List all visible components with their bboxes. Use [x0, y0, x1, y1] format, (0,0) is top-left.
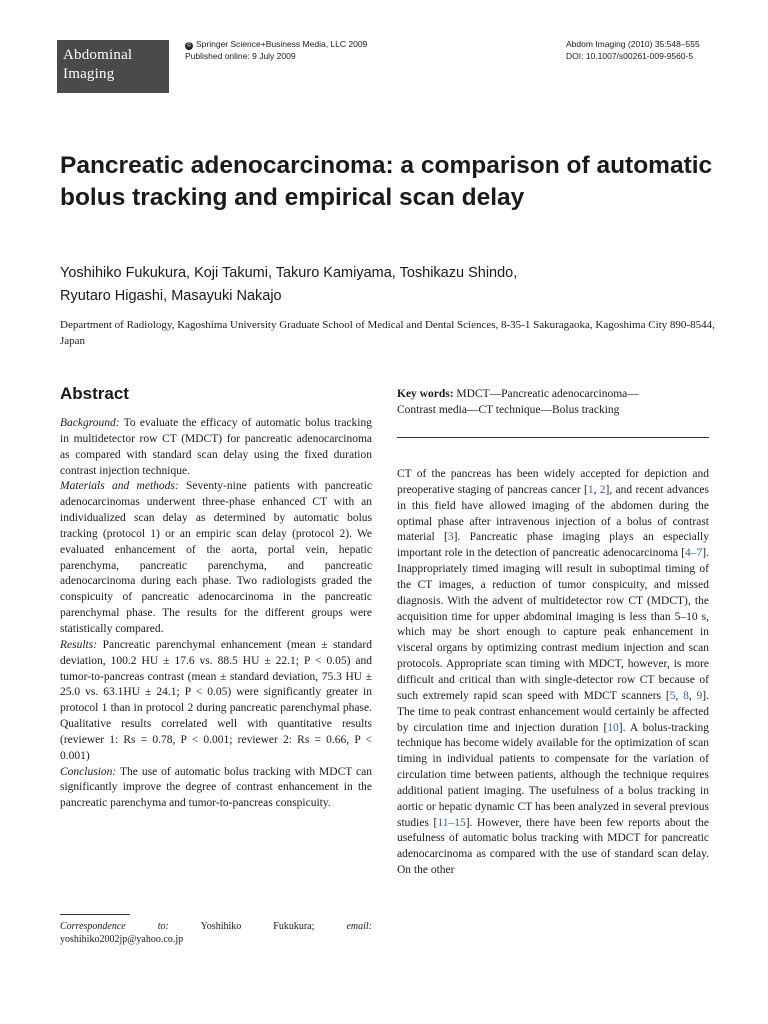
correspondence-name: Yoshihiko Fukukura; — [200, 921, 315, 932]
citation-info — [566, 39, 700, 62]
abstract-results — [60, 638, 372, 765]
conclusion-label: Conclusion: — [60, 765, 117, 778]
author-list — [60, 262, 740, 308]
copyright-icon: © — [186, 43, 192, 49]
body-text-segment: , — [688, 689, 697, 702]
reference-link[interactable]: 5 — [669, 689, 676, 702]
keywords-divider — [397, 437, 709, 438]
body-text-segment: ], and recent advances in this field have allowed imaging of the abdomen during the optimal phase after intravenous injection of a bolus of contrast material [ — [397, 483, 709, 544]
reference-link[interactable]: 3 — [447, 531, 454, 544]
reference-link[interactable]: 10 — [607, 721, 619, 734]
keywords — [397, 387, 677, 419]
introduction-text — [397, 467, 709, 879]
intro-paragraph — [397, 467, 709, 879]
body-text-segment: , — [675, 689, 684, 702]
journal-logo — [57, 40, 169, 93]
body-text-segment: ]. Pancreatic phase imaging plays an especially important role in the detection of pancreatic adenocarcinoma [ — [397, 531, 709, 560]
journal-logo-line2: Imaging — [63, 66, 115, 82]
footnote-divider — [60, 914, 130, 915]
results-label: Results: — [60, 638, 98, 651]
reference-link[interactable]: 11–15 — [437, 816, 466, 829]
abstract-heading: Abstract — [60, 384, 129, 403]
body-text-segment: CT of the pancreas has been widely accepted for depiction and preoperative staging of pancreas cancer [ — [397, 468, 709, 496]
background-label: Background: — [60, 417, 120, 429]
keywords-text: MDCT—Pancreatic adenocarcinoma—Contrast media—CT technique—Bolus tracking — [397, 388, 639, 416]
reference-link[interactable]: 2 — [599, 483, 606, 496]
body-text-segment: ]. The time to peak contrast enhancement would certainly be affected by circulation time and injection duration [ — [397, 689, 709, 734]
abstract-conclusion — [60, 765, 372, 813]
body-text-segment: ]. Inappropriately timed imaging will result in suboptimal timing of the CT images, a reduction of tumor conspicuity, and missed diagnosis. With the advent of multidetector row CT (MDCT), the acquisition time for upper abdominal imaging is less than 5–10 s, which may be short enough to capture peak enhancement in visceral organs by optimizing contrast medium injection and scan protocols. Appropriate scan timing with MDCT, however, is more difficult and critical than with single-detector row CT because of such extremely rapid scan speed with MDCT scanners [ — [397, 547, 709, 702]
conclusion-text: The use of automatic bolus tracking with MDCT can significantly improve the degree of contrast enhancement in the pancreatic parenchyma and tumor-to-pancreas conspicuity. — [60, 765, 372, 810]
body-text-segment: ]. A bolus-tracking technique has become widely available for the optimization of scan timing in individual patients to compensate for the variation of circulation time between patients, although the technique requires additional patient imaging. The usefulness of a bolus tracking in aortic or hepatic dynamic CT has been analyzed in several previous studies [ — [397, 721, 710, 829]
authors-line-2: Ryutaro Higashi, Masayuki Nakajo — [60, 288, 282, 304]
reference-link[interactable]: 1 — [587, 483, 594, 496]
abstract-body — [60, 416, 372, 812]
body-text-segment: , — [593, 483, 600, 496]
authors-line-1: Yoshihiko Fukukura, Koji Takumi, Takuro Kamiyama, Toshikazu Shindo, — [60, 265, 518, 281]
results-text: Pancreatic parenchymal enhancement (mean ± standard deviation, 100.2 HU ± 17.6 vs. 88.5 HU ± 22.1; P < 0.05) and tumor-to-pancreas contrast (mean ± standard deviation, 75.3 HU ± 25.0 vs. 63.1HU ± 24.1; P < 0.05) were significantly greater in protocol 1 than in protocol 2 during pancreatic parenchymal phase. Qualitative results correlated well with quantitative results (reviewer 1: Rs = 0.78, P < 0.001; reviewer 2: Rs = 0.66, P < 0.001) — [60, 638, 372, 762]
correspondence-label: Correspondence to: — [60, 921, 169, 932]
correspondence-footnote — [60, 920, 372, 946]
publisher-info — [185, 39, 367, 62]
reference-link[interactable]: 9 — [696, 689, 703, 702]
keywords-label: Key words: — [397, 388, 454, 400]
published-date: Published online: 9 July 2009 — [185, 50, 296, 61]
abstract-methods — [60, 479, 372, 637]
doi[interactable]: DOI: 10.1007/s00261-009-9560-5 — [566, 50, 694, 61]
methods-text: Seventy-nine patients with pancreatic adenocarcinomas underwent three-phase enhanced CT with an individualized scan delay as determined by automatic bolus tracking (protocol 1) or an empiric scan delay (protocol 2). We evaluated enhancement of the aorta, portal vein, hepatic parenchyma, pancreatic parenchyma, and pancreatic adenocarcinoma during each phase. Two radiologists graded the conspicuity of pancreatic adenocarcinoma in the pancreatic parenchymal phase. The results for the different groups were statistically compared. — [60, 480, 372, 635]
methods-label: Materials and methods: — [60, 480, 179, 493]
abstract-background — [60, 416, 372, 479]
body-text-segment: ]. However, there have been few reports about the usefulness of automatic bolus tracking with MDCT for pancreatic adenocarcinoma as compared with the use of standard scan delay. On the other — [397, 816, 709, 877]
reference-link[interactable]: 4–7 — [685, 547, 703, 560]
journal-citation: Abdom Imaging (2010) 35:548–555 — [566, 39, 700, 49]
background-text: To evaluate the efficacy of automatic bolus tracking in multidetector row CT (MDCT) for pancreatic adenocarcinoma as compared with standard scan delay using the fixed duration contrast injection technique. — [60, 417, 372, 477]
copyright-text: Springer Science+Business Media, LLC 2009 — [196, 39, 368, 49]
email-label: email: — [346, 921, 372, 932]
journal-logo-line1: Abdominal — [63, 47, 133, 63]
affiliation: Department of Radiology, Kagoshima University Graduate School of Medical and Dental Sciences, 8-35-1 Sakuragaoka, Kagoshima City 890-8544, Japan — [60, 319, 715, 347]
reference-link[interactable]: 8 — [683, 689, 689, 702]
correspondence-email[interactable]: yoshihiko2002jp@yahoo.co.jp — [60, 934, 184, 945]
article-title: Pancreatic adenocarcinoma: a comparison of automatic bolus tracking and empirical scan delay — [60, 152, 713, 211]
